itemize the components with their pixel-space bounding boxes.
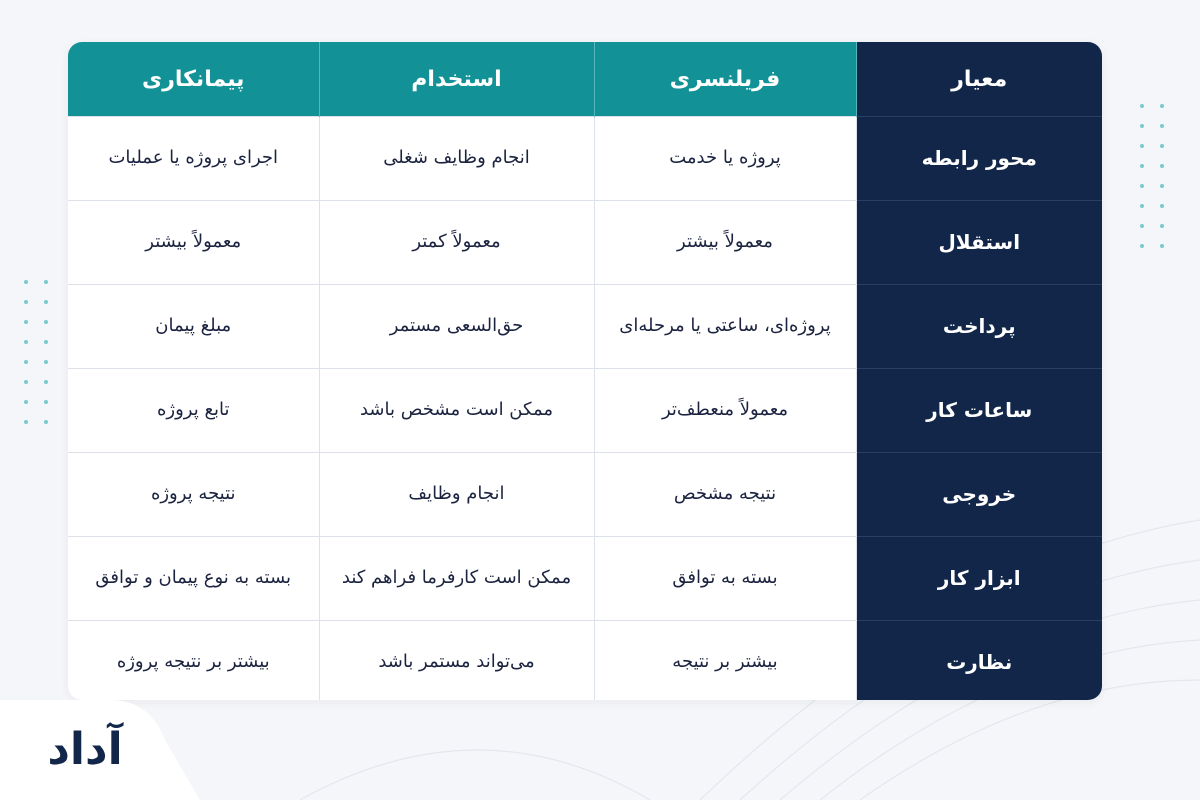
table-cell: بیشتر بر نتیجه [594, 621, 856, 701]
row-criterion: نظارت [856, 621, 1102, 701]
table-row [68, 537, 1102, 621]
table-cell: بیشتر بر نتیجه پروژه [68, 621, 319, 701]
table-cell: انجام وظایف [319, 453, 594, 537]
header-employment: استخدام [319, 42, 594, 117]
table-cell: ممکن است کارفرما فراهم کند [319, 537, 594, 621]
table-row [68, 117, 1102, 201]
table-row [68, 621, 1102, 701]
table-cell: ممکن است مشخص باشد [319, 369, 594, 453]
table-cell: انجام وظایف شغلی [319, 117, 594, 201]
dot-pattern-left [24, 280, 48, 424]
table-cell: نتیجه مشخص [594, 453, 856, 537]
table-cell: پروژه یا خدمت [594, 117, 856, 201]
comparison-table [68, 42, 1102, 700]
table-cell: می‌تواند مستمر باشد [319, 621, 594, 701]
row-criterion: ابزار کار [856, 537, 1102, 621]
row-criterion: ساعات کار [856, 369, 1102, 453]
row-criterion: پرداخت [856, 285, 1102, 369]
table-cell: بسته به توافق [594, 537, 856, 621]
table-row [68, 453, 1102, 537]
table-cell: تابع پروژه [68, 369, 319, 453]
row-criterion: محور رابطه [856, 117, 1102, 201]
table-header-row [68, 42, 1102, 117]
dot-pattern-right [1140, 104, 1164, 248]
table-cell: نتیجه پروژه [68, 453, 319, 537]
table-cell: معمولاً منعطف‌تر [594, 369, 856, 453]
table-cell: مبلغ پیمان [68, 285, 319, 369]
table-cell: معمولاً بیشتر [68, 201, 319, 285]
header-contracting: پیمانکاری [68, 42, 319, 117]
table-row [68, 369, 1102, 453]
header-freelancing: فریلنسری [594, 42, 856, 117]
brand-logo: آداد [47, 724, 123, 775]
table-row [68, 201, 1102, 285]
table-cell: معمولاً کمتر [319, 201, 594, 285]
table-cell: اجرای پروژه یا عملیات [68, 117, 319, 201]
table-cell: حق‌السعی مستمر [319, 285, 594, 369]
table-cell: معمولاً بیشتر [594, 201, 856, 285]
table-cell: پروژه‌ای، ساعتی یا مرحله‌ای [594, 285, 856, 369]
row-criterion: استقلال [856, 201, 1102, 285]
table-cell: بسته به نوع پیمان و توافق [68, 537, 319, 621]
header-criterion: معیار [856, 42, 1102, 117]
table-row [68, 285, 1102, 369]
row-criterion: خروجی [856, 453, 1102, 537]
